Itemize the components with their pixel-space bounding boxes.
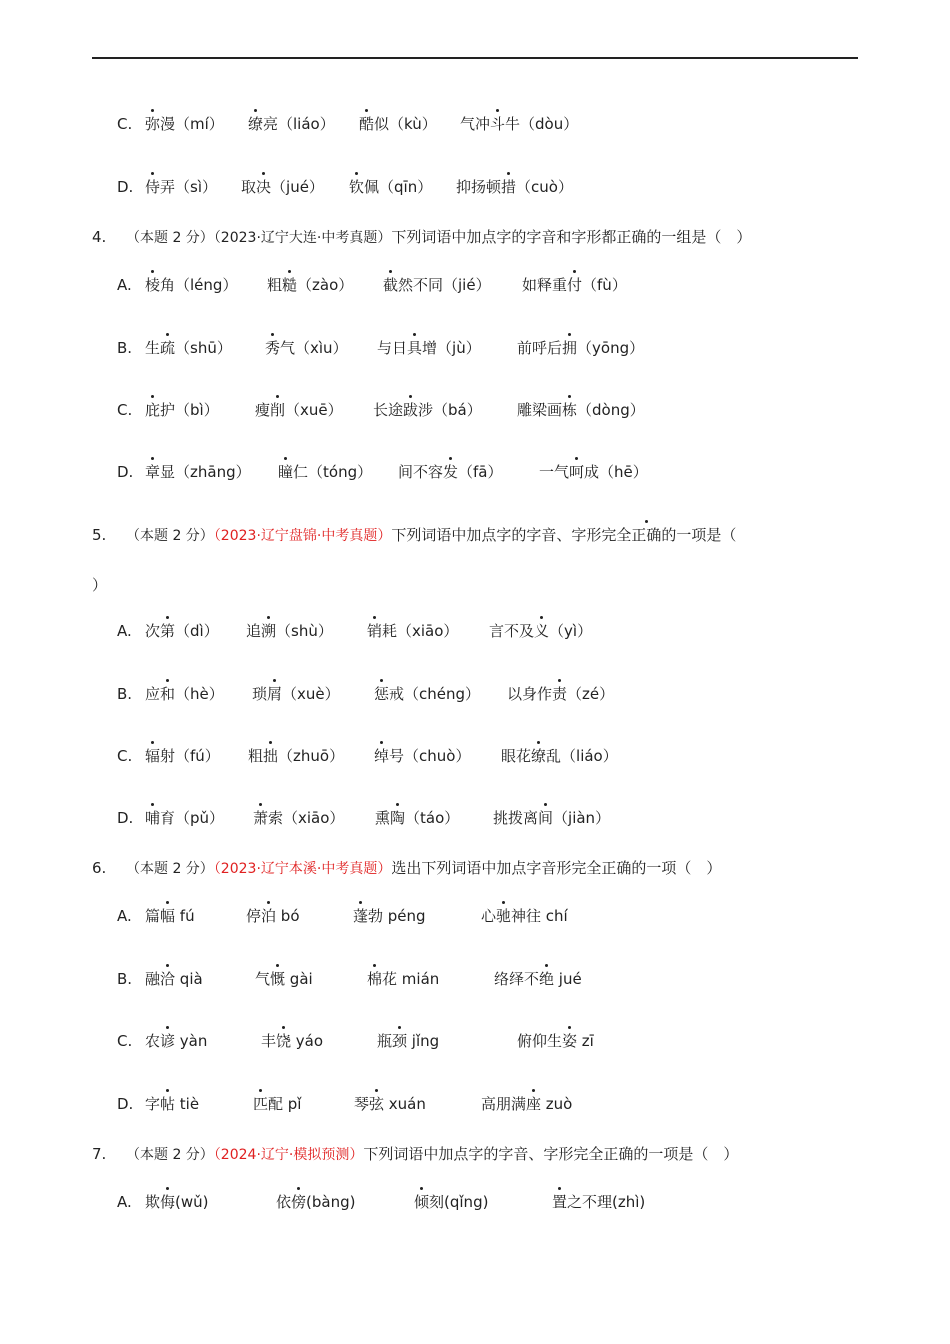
dotted-char: 疏: [160, 339, 176, 357]
q5-stem: [92, 525, 736, 546]
dotted-char: 侮: [160, 1193, 176, 1211]
option-item: 停泊 bó: [246, 907, 300, 925]
question-text: 下列词语中加点字的字音、字形完全正确的一项是（ ）: [363, 1145, 739, 1163]
option-item: 雕梁画栋（dòng）: [517, 401, 645, 419]
dotted-char: 棱: [145, 276, 161, 294]
dotted-char: 和: [160, 685, 176, 703]
option-item: 蓬勃 péng: [353, 907, 426, 925]
q5-option-c[interactable]: [117, 746, 618, 766]
dotted-char: 倾: [414, 1193, 430, 1211]
q5-option-a[interactable]: [117, 621, 593, 641]
dotted-char: 钦: [349, 178, 365, 196]
dotted-char: 慨: [270, 970, 286, 988]
dotted-char: 弥: [145, 115, 161, 133]
question-meta: （本题 2 分）: [126, 528, 214, 544]
option-item: 萧索（xiāo）: [253, 809, 345, 827]
option-item: 辐射（fú）: [145, 747, 220, 765]
option-item: 弥漫（mí）: [145, 115, 224, 133]
dotted-char: 第: [160, 622, 176, 640]
dotted-char: 帖: [160, 1095, 176, 1113]
option-item: 哺育（pǔ）: [145, 809, 225, 827]
dotted-char: 栋: [562, 401, 578, 419]
option-label: A.: [117, 907, 132, 925]
dotted-char: 缭: [531, 747, 547, 765]
dotted-char: 发: [443, 463, 459, 481]
dotted-char: 置: [552, 1193, 568, 1211]
dotted-char: 缭: [248, 115, 264, 133]
dotted-char: 糙: [282, 276, 298, 294]
dotted-char: 傍: [291, 1193, 307, 1211]
question-source: （2023·辽宁盘锦·中考真题）: [213, 528, 392, 544]
option-item: 秀气（xìu）: [265, 339, 348, 357]
dotted-char: 驰: [496, 907, 512, 925]
option-item: 侍弄（sì）: [145, 178, 217, 196]
option-item: 字帖 tiè: [145, 1095, 200, 1113]
option-item: 粗糙（zào）: [267, 276, 354, 294]
option-label: D.: [117, 1095, 134, 1113]
q6-option-b[interactable]: [117, 969, 582, 989]
dotted-char: 拙: [263, 747, 279, 765]
question-meta: （本题 2 分）: [126, 1147, 214, 1163]
option-item: 绰号（chuò）: [374, 747, 471, 765]
option-item: 气慨 gài: [255, 970, 313, 988]
option-item: 应和（hè）: [145, 685, 224, 703]
dotted-char: 哺: [145, 809, 161, 827]
q4-stem: [92, 227, 751, 248]
question-source: （2024·辽宁·模拟预测）: [213, 1147, 364, 1163]
dotted-char: 惩: [374, 685, 390, 703]
option-item: 粗拙（zhuō）: [248, 747, 345, 765]
q7-option-a[interactable]: [117, 1192, 646, 1212]
option-label: B.: [117, 339, 133, 357]
option-item: 倾刻(qǐng): [414, 1193, 489, 1211]
option-item: 如释重付（fù）: [522, 276, 627, 294]
question-text: 下列词语中加点字的字音和字形都正确的一组是（ ）: [391, 228, 752, 246]
question-number: 5.: [92, 526, 107, 544]
dotted-char: 正确: [631, 526, 662, 544]
option-label: D.: [117, 463, 134, 481]
q6-stem: [92, 858, 721, 879]
dotted-char: 座: [526, 1095, 542, 1113]
option-item: 言不及义（yì）: [489, 622, 593, 640]
dotted-char: 措: [501, 178, 517, 196]
option-item: 俯仰生姿 zī: [517, 1032, 594, 1050]
option-item: 截然不同（jié）: [383, 276, 491, 294]
option-item: 气冲斗牛（dòu）: [460, 115, 579, 133]
option-item: 置之不理(zhì): [552, 1193, 646, 1211]
dotted-char: 饶: [276, 1032, 292, 1050]
q4-option-a[interactable]: [117, 275, 627, 295]
option-item: 眼花缭乱（liáo）: [501, 747, 618, 765]
option-item: 缭亮（liáo）: [248, 115, 335, 133]
dotted-char: 拥: [562, 339, 578, 357]
option-item: 丰饶 yáo: [261, 1032, 324, 1050]
option-label: D.: [117, 809, 134, 827]
option-item: 棱角（léng）: [145, 276, 238, 294]
option-label: D.: [117, 178, 134, 196]
q3-option-d[interactable]: [117, 177, 573, 197]
dotted-char: 屑: [267, 685, 283, 703]
option-item: 追溯（shù）: [246, 622, 333, 640]
q6-option-d[interactable]: [117, 1094, 573, 1114]
question-number: 4.: [92, 228, 107, 246]
q4-option-d[interactable]: [117, 462, 648, 482]
question-source: （2023·辽宁本溪·中考真题）: [213, 861, 392, 877]
dotted-char: 义: [534, 622, 550, 640]
option-item: 熏陶（táo）: [375, 809, 460, 827]
option-item: 棉花 mián: [367, 970, 440, 988]
option-item: 庇护（bì）: [145, 401, 219, 419]
dotted-char: 章: [145, 463, 161, 481]
dotted-char: 截: [383, 276, 399, 294]
question-text: 选出下列词语中加点字音形完全正确的一项（ ）: [391, 859, 722, 877]
option-item: 前呼后拥（yōng）: [517, 339, 645, 357]
option-item: 以身作责（zé）: [507, 685, 615, 703]
dotted-char: 间: [538, 809, 554, 827]
dotted-char: 绝: [539, 970, 555, 988]
option-item: 与日具增（jù）: [377, 339, 481, 357]
option-label: B.: [117, 970, 133, 988]
dotted-char: 斗: [490, 115, 506, 133]
option-item: 琐屑（xuè）: [252, 685, 340, 703]
dotted-char: 销: [367, 622, 383, 640]
option-item: 融洽 qià: [145, 970, 203, 988]
dotted-char: 削: [270, 401, 286, 419]
dotted-char: 洽: [160, 970, 176, 988]
dotted-char: 付: [567, 276, 583, 294]
question-meta: （本题 2 分）: [126, 230, 214, 246]
option-item: 欺侮(wǔ): [145, 1193, 209, 1211]
option-item: 长途跋涉（bá）: [373, 401, 482, 419]
dotted-char: 瞳: [278, 463, 294, 481]
option-item: 络绎不绝 jué: [494, 970, 582, 988]
question-number: 7.: [92, 1145, 107, 1163]
dotted-char: 具: [407, 339, 423, 357]
option-item: 一气呵成（hē）: [539, 463, 648, 481]
dotted-char: 泊: [261, 907, 277, 925]
option-item: 高朋满座 zuò: [481, 1095, 573, 1113]
option-label: B.: [117, 685, 133, 703]
dotted-char: 呵: [569, 463, 585, 481]
option-item: 惩戒（chéng）: [374, 685, 481, 703]
option-item: 瘦削（xuē）: [255, 401, 343, 419]
q5-stem-continued: ）: [92, 576, 108, 594]
option-label: A.: [117, 622, 132, 640]
dotted-char: 绰: [374, 747, 390, 765]
header-rule: [92, 57, 858, 59]
option-label: A.: [117, 276, 132, 294]
dotted-char: 侍: [145, 178, 161, 196]
option-item: 生疏（shū）: [145, 339, 232, 357]
option-item: 依傍(bàng): [276, 1193, 356, 1211]
dotted-char: 萧: [253, 809, 269, 827]
dotted-char: 辐: [145, 747, 161, 765]
dotted-char: 棉: [367, 970, 383, 988]
option-item: 瞳仁（tóng）: [278, 463, 373, 481]
option-item: 抑扬顿措（cuò）: [456, 178, 573, 196]
dotted-char: 陶: [390, 809, 406, 827]
q4-option-b[interactable]: [117, 338, 645, 358]
dotted-char: 跋: [403, 401, 419, 419]
question-meta: （本题 2 分）: [126, 861, 214, 877]
dotted-char: 责: [552, 685, 568, 703]
dotted-char: 匹: [253, 1095, 269, 1113]
dotted-char: 秀: [265, 339, 281, 357]
q5-option-d[interactable]: [117, 808, 611, 828]
option-item: 心驰神往 chí: [481, 907, 568, 925]
option-item: 篇幅 fú: [145, 907, 195, 925]
option-item: 销耗（xiāo）: [367, 622, 459, 640]
question-text: 下列词语中加点字的字音、字形完全正确的一项是（: [391, 526, 737, 544]
dotted-char: 颈: [392, 1032, 408, 1050]
option-label: A.: [117, 1193, 132, 1211]
question-number: 6.: [92, 859, 107, 877]
option-item: 间不容发（fā）: [398, 463, 503, 481]
option-item: 酷似（kù）: [359, 115, 437, 133]
option-item: 次第（dì）: [145, 622, 219, 640]
q6-option-a[interactable]: [117, 906, 568, 926]
option-label: C.: [117, 115, 133, 133]
q5-option-b[interactable]: [117, 684, 615, 704]
option-label: C.: [117, 1032, 133, 1050]
dotted-char: 决: [256, 178, 272, 196]
option-item: 章显（zhāng）: [145, 463, 251, 481]
dotted-char: 庇: [145, 401, 161, 419]
q4-option-c[interactable]: [117, 400, 645, 420]
option-label: C.: [117, 747, 133, 765]
dotted-char: 姿: [562, 1032, 578, 1050]
option-item: 挑拨离间（jiàn）: [493, 809, 611, 827]
option-label: C.: [117, 401, 133, 419]
option-item: 取决（jué）: [241, 178, 324, 196]
q6-option-c[interactable]: [117, 1031, 594, 1051]
dotted-char: 弦: [369, 1095, 385, 1113]
dotted-char: 酷: [359, 115, 375, 133]
option-item: 匹配 pǐ: [253, 1095, 302, 1113]
option-item: 钦佩（qīn）: [349, 178, 433, 196]
option-item: 农谚 yàn: [145, 1032, 208, 1050]
q7-stem: [92, 1144, 738, 1165]
dotted-char: 溯: [261, 622, 277, 640]
dotted-char: 蓬: [353, 907, 369, 925]
option-item: 琴弦 xuán: [354, 1095, 426, 1113]
option-item: 瓶颈 jǐng: [377, 1032, 440, 1050]
q3-option-c[interactable]: [117, 114, 579, 134]
dotted-char: 谚: [160, 1032, 176, 1050]
dotted-char: 幅: [160, 907, 176, 925]
question-source: （2023·辽宁大连·中考真题）: [213, 230, 392, 246]
